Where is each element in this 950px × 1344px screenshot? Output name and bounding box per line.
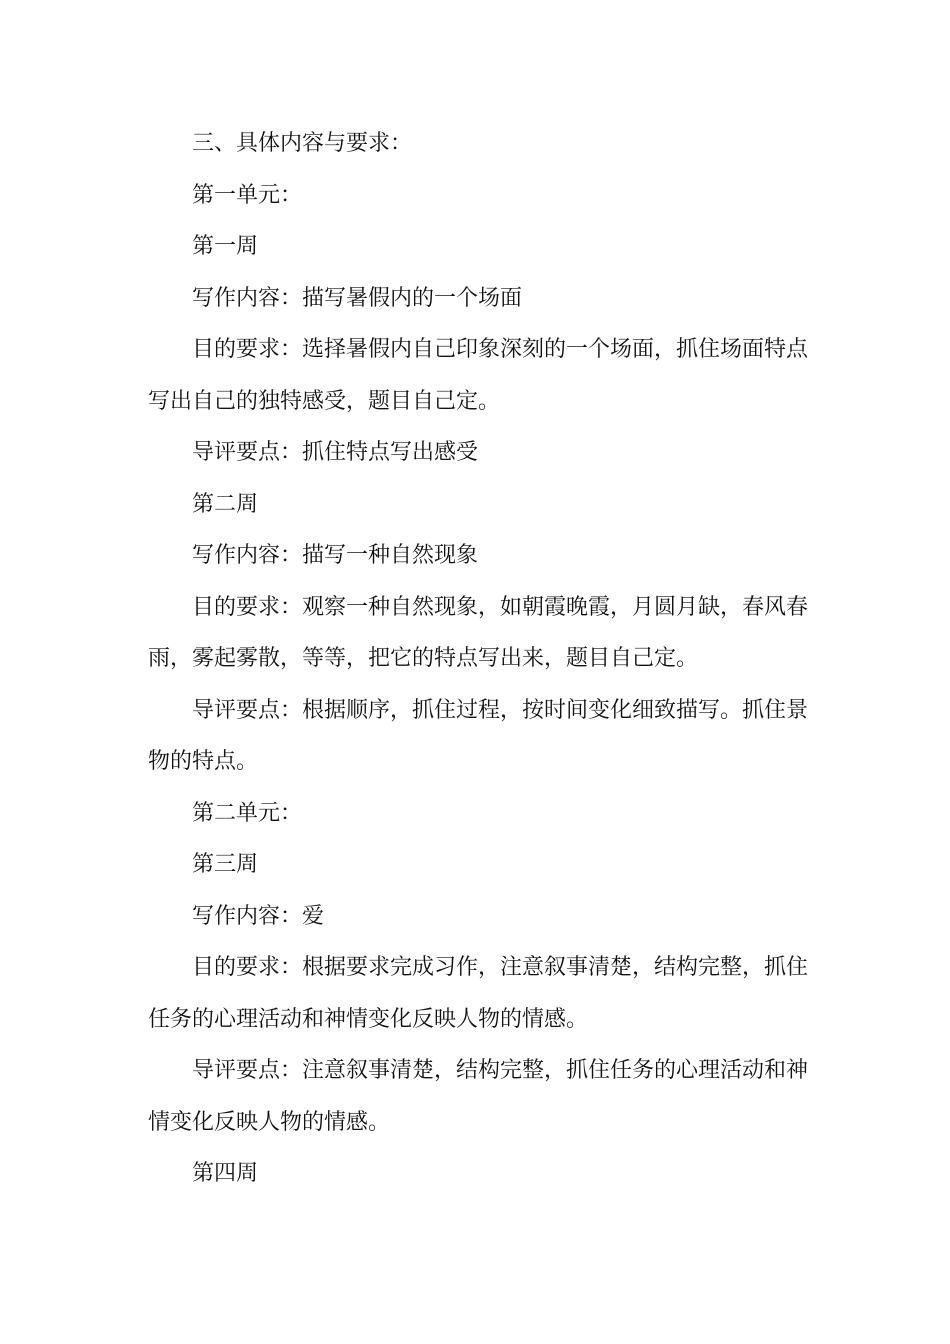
section-heading: 三、具体内容与要求： xyxy=(192,131,413,156)
unit-heading: 第二单元： xyxy=(192,800,303,826)
writing-content: 写作内容：描写暑假内的一个场面 xyxy=(192,285,523,311)
week-heading: 第四周 xyxy=(192,1161,259,1186)
evaluation-points: 导评要点：根据顺序，抓住过程，按时间变化细致描写。抓住景物的特点。 xyxy=(148,697,809,774)
unit-heading: 第一单元： xyxy=(192,182,303,208)
document-body xyxy=(148,118,808,1200)
objective-requirements: 目的要求：观察一种自然现象，如朝霞晚霞，月圆月缺，春风春雨，雾起雾散，等等，把它的特点写出来，题目自己定。 xyxy=(148,594,809,671)
objective-requirements: 目的要求：根据要求完成习作，注意叙事清楚，结构完整，抓住任务的心理活动和神情变化反映人物的情感。 xyxy=(148,955,809,1032)
evaluation-points: 导评要点：注意叙事清楚，结构完整，抓住任务的心理活动和神情变化反映人物的情感。 xyxy=(148,1058,809,1135)
evaluation-points: 导评要点：抓住特点写出感受 xyxy=(192,440,479,465)
week-heading: 第一周 xyxy=(192,234,259,259)
objective-requirements: 目的要求：选择暑假内自己印象深刻的一个场面，抓住场面特点写出自己的独特感受，题目自己定。 xyxy=(148,337,809,414)
week-heading: 第二周 xyxy=(192,491,259,517)
writing-content: 写作内容：描写一种自然现象 xyxy=(192,543,479,568)
week-heading: 第三周 xyxy=(192,852,259,877)
writing-content: 写作内容：爱 xyxy=(192,903,325,929)
